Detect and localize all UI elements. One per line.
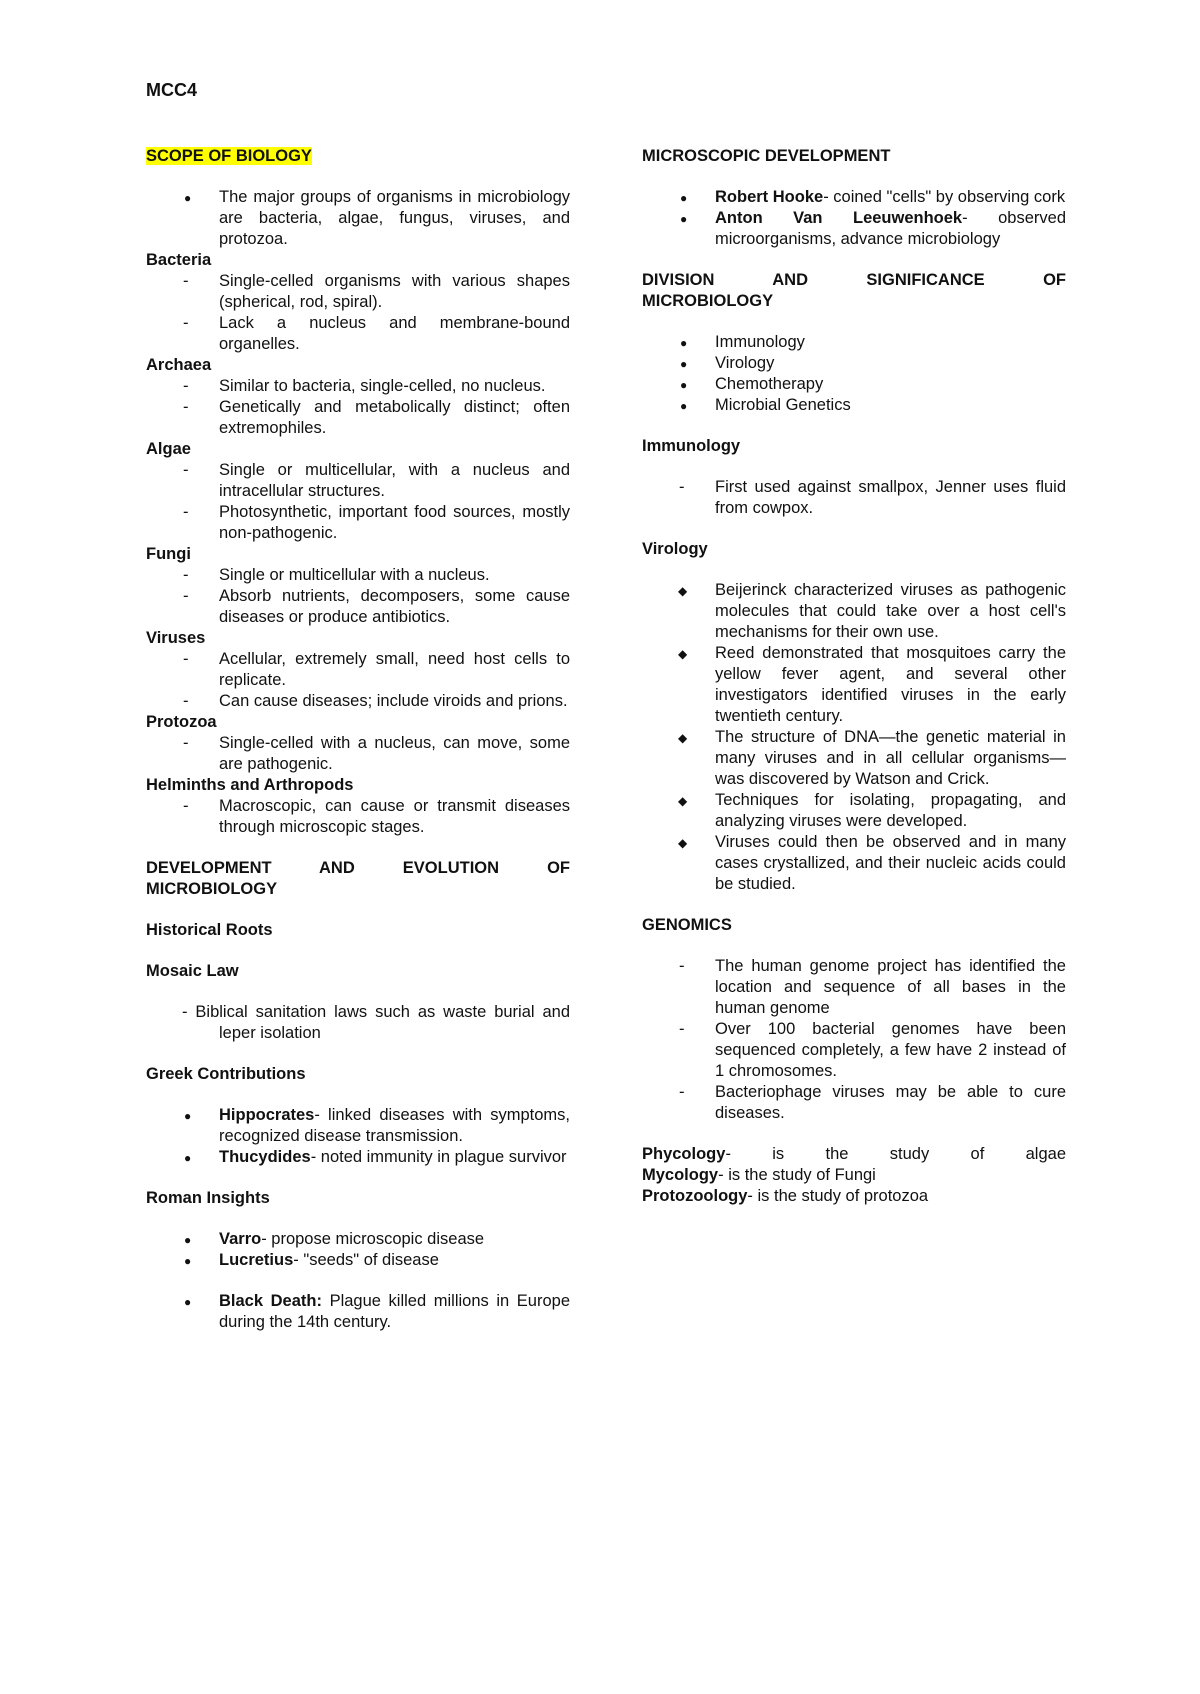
- group-heading: Viruses: [146, 629, 206, 647]
- group-heading: Archaea: [146, 356, 212, 374]
- group-protozoa: [146, 712, 570, 775]
- list-item: - Genetically and metabolically distinct; often extremophiles.: [183, 398, 570, 437]
- bullet-icon: ●: [184, 1295, 192, 1309]
- bullet-icon: ●: [680, 191, 688, 205]
- diamond-bullet-icon: ◆: [678, 584, 688, 598]
- list-item: - Macroscopic, can cause or transmit diseases through microscopic stages.: [183, 797, 570, 836]
- bullet-icon: ●: [680, 212, 688, 226]
- bullet-icon: ●: [680, 378, 688, 392]
- division-heading: DIVISION AND SIGNIFICANCE OF: [642, 271, 1066, 289]
- immunology-heading: Immunology: [642, 437, 741, 455]
- list-item: ● Microbial Genetics: [642, 395, 1066, 416]
- group-heading: Helminths and Arthropods: [146, 776, 354, 794]
- right-column: [642, 146, 1066, 1207]
- list-item: - Acellular, extremely small, need host cells to replicate.: [183, 650, 570, 689]
- diamond-bullet-icon: ◆: [678, 794, 688, 808]
- scope-heading: SCOPE OF BIOLOGY: [146, 147, 312, 165]
- group-archaea: [146, 355, 570, 439]
- list-item: ● Varro- propose microscopic disease: [146, 1229, 570, 1250]
- virology-heading: Virology: [642, 540, 708, 558]
- bullet-icon: ●: [184, 1151, 192, 1165]
- list-item: - Can cause diseases; include viroids and prions.: [183, 692, 568, 710]
- list-item: ◆ Techniques for isolating, propagating, and analyzing viruses were developed.: [678, 791, 1066, 830]
- list-item: ◆ Viruses could then be observed and in many cases crystallized, and their nucleic acids could be studied.: [678, 833, 1066, 893]
- historical-roots-heading: Historical Roots: [146, 921, 273, 939]
- list-item: - The human genome project has identified the location and sequence of all bases in the human genome: [679, 957, 1066, 1017]
- group-algae: [146, 439, 570, 544]
- list-item: ● Lucretius- "seeds" of disease: [146, 1250, 570, 1271]
- diamond-bullet-icon: ◆: [678, 836, 688, 850]
- bullet-icon: ●: [184, 1233, 192, 1247]
- list-item: ● Hippocrates- linked diseases with symptoms, recognized disease transmission.: [184, 1106, 570, 1145]
- diamond-bullet-icon: ◆: [678, 731, 688, 745]
- greek-heading: Greek Contributions: [146, 1065, 306, 1083]
- list-item: ● Anton Van Leeuwenhoek- observed microorganisms, advance microbiology: [680, 209, 1066, 248]
- study-definition: Mycology- is the study of Fungi: [642, 1166, 876, 1184]
- list-item: ● Immunology: [642, 332, 1066, 353]
- list-item: - Single-celled with a nucleus, can move, some are pathogenic.: [183, 734, 570, 773]
- group-bacteria: [146, 250, 570, 355]
- list-item: - Similar to bacteria, single-celled, no nucleus.: [183, 377, 546, 395]
- development-heading-cont: MICROBIOLOGY: [146, 880, 278, 898]
- list-item: ● Robert Hooke- coined "cells" by observing cork: [642, 187, 1066, 208]
- intro-bullet: ● The major groups of organisms in microbiology are bacteria, algae, fungus, viruses, and protozoa.: [184, 188, 570, 248]
- development-heading: DEVELOPMENT AND EVOLUTION OF: [146, 859, 570, 877]
- list-item: ● Thucydides- noted immunity in plague survivor: [146, 1147, 570, 1168]
- list-item: ◆ Beijerinck characterized viruses as pathogenic molecules that could take over a host cell's mechanisms for their own use.: [678, 581, 1066, 641]
- bullet-icon: ●: [184, 1254, 192, 1268]
- bullet-icon: ●: [184, 191, 192, 205]
- list-item: - Bacteriophage viruses may be able to cure diseases.: [679, 1083, 1066, 1122]
- list-item: ● Chemotherapy: [642, 374, 1066, 395]
- list-item: - Over 100 bacterial genomes have been sequenced completely, a few have 2 instead of 1 chromosomes.: [679, 1020, 1066, 1080]
- left-column: [146, 146, 570, 1333]
- roman-heading: Roman Insights: [146, 1189, 270, 1207]
- list-item: - Lack a nucleus and membrane-bound organelles.: [183, 314, 570, 353]
- microscopic-development-heading: MICROSCOPIC DEVELOPMENT: [642, 147, 891, 165]
- bullet-icon: ●: [680, 336, 688, 350]
- group-heading: Algae: [146, 440, 191, 458]
- group-heading: Bacteria: [146, 251, 212, 269]
- bullet-icon: ●: [184, 1109, 192, 1123]
- list-item: - Single-celled organisms with various shapes (spherical, rod, spiral).: [183, 272, 570, 311]
- list-item: - First used against smallpox, Jenner uses fluid from cowpox.: [679, 478, 1066, 517]
- group-heading: Fungi: [146, 545, 191, 563]
- diamond-bullet-icon: ◆: [678, 647, 688, 661]
- list-item: - Single or multicellular with a nucleus.: [183, 566, 490, 584]
- black-death-item: ● Black Death: Plague killed millions in Europe during the 14th century.: [184, 1292, 570, 1331]
- genomics-heading: GENOMICS: [642, 916, 732, 934]
- list-item: ◆ The structure of DNA—the genetic material in many viruses and in all cellular organisms—was discovered by Watson and Crick.: [678, 728, 1066, 788]
- study-definition: Phycology- is the study of algae: [642, 1145, 1066, 1163]
- list-item: - Photosynthetic, important food sources, mostly non-pathogenic.: [183, 503, 570, 542]
- division-heading-cont: MICROBIOLOGY: [642, 292, 774, 310]
- mosaic-law-heading: Mosaic Law: [146, 962, 239, 980]
- list-item: ◆ Reed demonstrated that mosquitoes carry the yellow fever agent, and several other investigators identified viruses in the early twentieth century.: [678, 644, 1066, 725]
- document-title: MCC4: [146, 80, 198, 100]
- mosaic-law-item: - Biblical sanitation laws such as waste burial and leper isolation: [182, 1003, 570, 1042]
- group-fungi: [146, 544, 570, 628]
- group-viruses: [146, 628, 570, 712]
- group-heading: Protozoa: [146, 713, 217, 731]
- bullet-icon: ●: [680, 357, 688, 371]
- study-definition: Protozoology- is the study of protozoa: [642, 1187, 929, 1205]
- group-helminths: [146, 775, 570, 838]
- list-item: - Absorb nutrients, decomposers, some cause diseases or produce antibiotics.: [183, 587, 570, 626]
- list-item: ● Virology: [642, 353, 1066, 374]
- list-item: - Single or multicellular, with a nucleus and intracellular structures.: [183, 461, 570, 500]
- bullet-icon: ●: [680, 399, 688, 413]
